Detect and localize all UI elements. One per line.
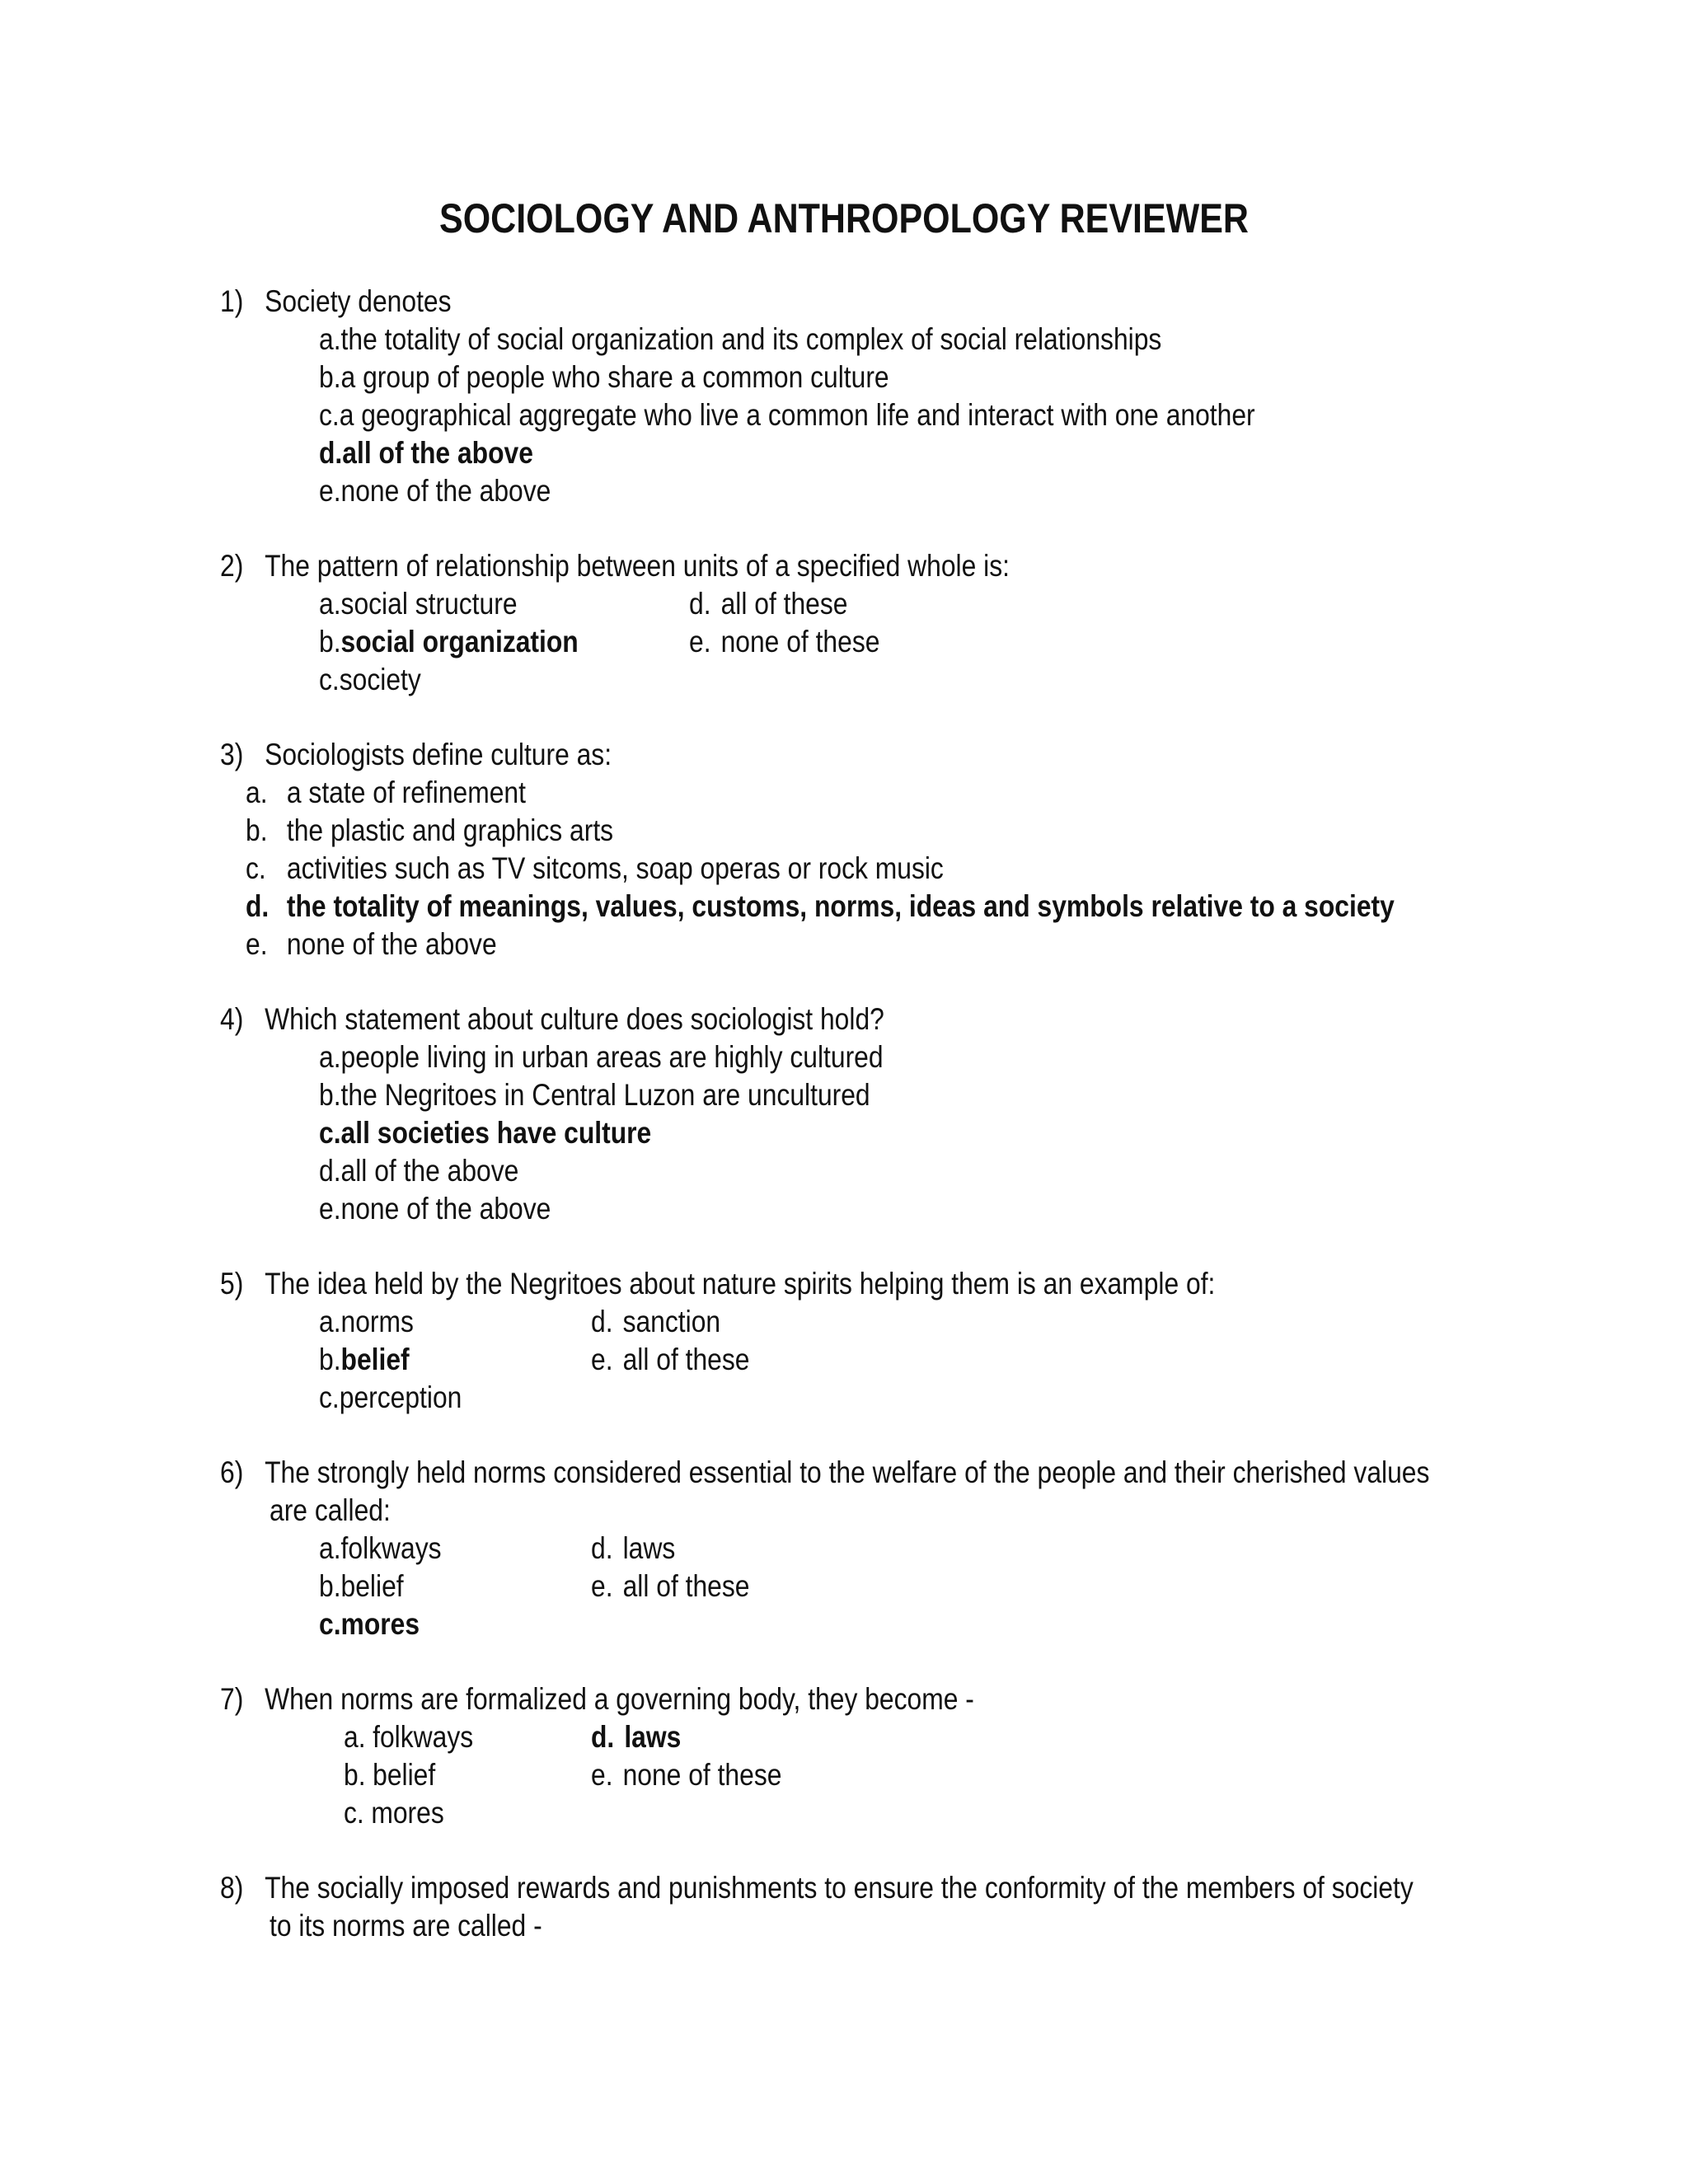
choice-7c: c. mores [344, 1796, 444, 1830]
choice-4b: b.the Negritoes in Central Luzon are uncultured [319, 1078, 870, 1112]
choice-6c-answer: c.mores [319, 1607, 420, 1641]
choice-1e: e.none of the above [319, 474, 551, 508]
choice-3b: b. the plastic and graphics arts [246, 813, 614, 847]
choice-1c: c.a geographical aggregate who live a common life and interact with one another [319, 398, 1255, 432]
choice-2e: e. none of these [689, 625, 880, 658]
choice-6b: b.belief [319, 1569, 404, 1603]
choice-5a: a.norms [319, 1305, 414, 1338]
choice-7e: e. none of these [591, 1758, 782, 1792]
choice-3a: a. a state of refinement [246, 776, 526, 809]
question-5: 5) The idea held by the Negritoes about nature spirits helping them is an example of: [220, 1267, 1216, 1301]
page-title: SOCIOLOGY AND ANTHROPOLOGY REVIEWER [439, 195, 1249, 241]
choice-1a: a.the totality of social organization and its complex of social relationships [319, 322, 1162, 356]
choice-2a: a.social structure [319, 587, 518, 621]
choice-7d-answer: d. laws [591, 1720, 682, 1754]
choice-2c: c.society [319, 663, 421, 696]
choice-7a: a. folkways [344, 1720, 474, 1754]
choice-5c: c.perception [319, 1380, 462, 1414]
question-3: 3) Sociologists define culture as: [220, 738, 612, 771]
choice-5d: d. sanction [591, 1305, 721, 1338]
choice-2d: d. all of these [689, 587, 848, 621]
choice-1b: b.a group of people who share a common culture [319, 360, 889, 394]
choice-3c: c. activities such as TV sitcoms, soap operas or rock music [246, 851, 944, 885]
question-6: 6) The strongly held norms considered essential to the welfare of the people and their cherished values [220, 1455, 1430, 1489]
choice-5b-answer: b.belief [319, 1343, 410, 1376]
question-4: 4) Which statement about culture does sociologist hold? [220, 1002, 884, 1036]
choice-6d: d. laws [591, 1531, 676, 1565]
choice-4c-answer: c.all societies have culture [319, 1116, 652, 1150]
choice-1d-answer: d.all of the above [319, 436, 533, 470]
question-number: 1) [220, 284, 244, 318]
choice-3e: e. none of the above [246, 927, 497, 961]
question-8-continued: to its norms are called - [270, 1909, 542, 1943]
choice-7b: b. belief [344, 1758, 436, 1792]
choice-3d-answer: d. the totality of meanings, values, customs, norms, ideas and symbols relative to a society [246, 889, 1395, 923]
choice-6e: e. all of these [591, 1569, 750, 1603]
question-8: 8) The socially imposed rewards and punishments to ensure the conformity of the members of society [220, 1871, 1414, 1905]
question-2: 2) The pattern of relationship between units of a specified whole is: [220, 549, 1010, 583]
question-6-continued: are called: [270, 1493, 391, 1527]
question-7: 7) When norms are formalized a governing body, they become - [220, 1682, 974, 1716]
choice-5e: e. all of these [591, 1343, 750, 1376]
question-text: Society denotes [265, 284, 452, 318]
choice-4a: a.people living in urban areas are highly cultured [319, 1040, 884, 1074]
choice-4d: d.all of the above [319, 1154, 519, 1188]
choice-2b-answer: b.social organization [319, 625, 579, 658]
choice-6a: a.folkways [319, 1531, 442, 1565]
question-1 [220, 283, 452, 321]
choice-4e: e.none of the above [319, 1192, 551, 1226]
